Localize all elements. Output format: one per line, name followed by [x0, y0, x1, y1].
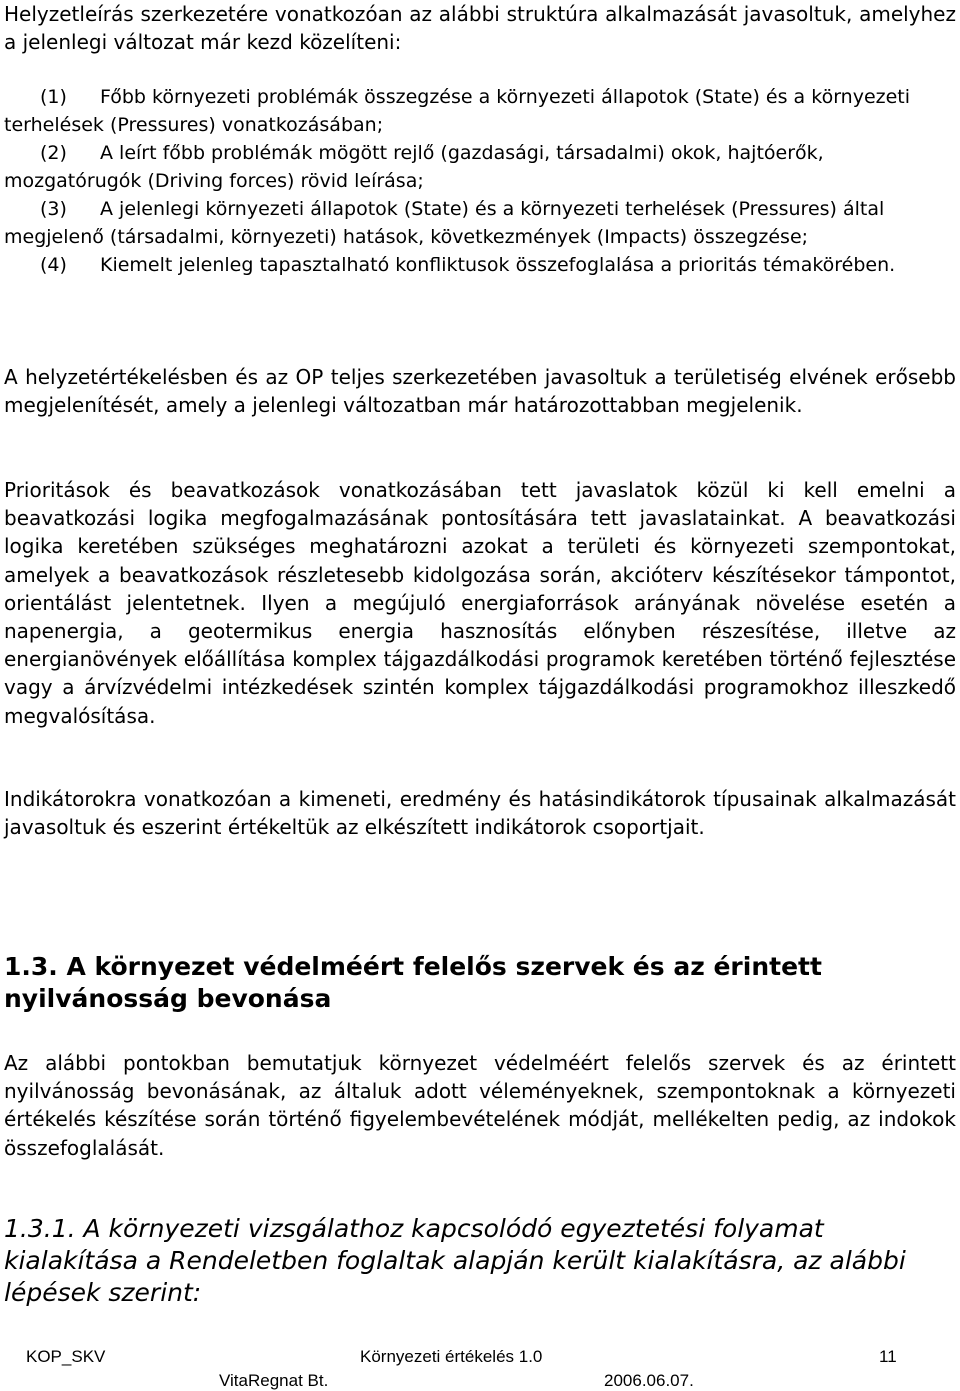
intro-paragraph: Helyzetleírás szerkezetére vonatkozóan az alábbi struktúra alkalmazását javasoltuk, amelyhez a jelenlegi változat már kezd közelíteni: [4, 2, 956, 55]
indicators-paragraph: Indikátorokra vonatkozóan a kimeneti, eredmény és hatásindikátorok típusainak alkalmazását javasoltuk és eszerint értékeltük az elkészített indikátorok csoportjait. [4, 787, 956, 840]
priorities-paragraph: Prioritások és beavatkozások vonatkozásában tett javaslatok közül ki kell emelni a beavatkozási logika megfogalmazásának pontosítására tett javaslatainkat. A beavatkozási logika keretében szükséges meghatározni azokat a területi és környezeti szempontokat, amelyek a beavatkozások részletesebb kidolgozása során, akcióterv készítésekor támpontot, orientálást jelentetnek. Ilyen a megújuló energiaforrások arányának növelése esetén a napenergia, a geotermikus energia hasznosítás előnyben részesítése, illetve az energianövények előállítása komplex tájgazdálkodási programok keretében történő fejlesztése vagy a árvízvédelmi intézkedések szintén komplex tájgazdálkodási programokhoz illeszkedő megvalósítása. [4, 478, 956, 728]
structure-list [4, 83, 956, 279]
footer-date: 2006.06.07. [604, 1371, 694, 1390]
footer-page-number: 11 [879, 1347, 897, 1366]
list-item-text: A leírt főbb problémák mögött rejlő (gazdasági, társadalmi) okok, hajtóerők, mozgatórugók (Driving forces) rövid leírása; [4, 142, 824, 192]
list-item-number: (2) [40, 142, 67, 164]
subsection-heading: 1.3.1. A környezeti vizsgálathoz kapcsolódó egyeztetési folyamat kialakítása a Rendeletben foglaltak alapján került kialakításra, az alábbi lépések szerint: [4, 1214, 906, 1307]
territoriality-paragraph: A helyzetértékelésben és az OP teljes szerkezetében javasoltuk a területiség elvének erősebb megjelenítését, amely a jelenlegi változatban már határozottabban megjelenik. [4, 365, 956, 418]
list-item-number: (1) [40, 86, 67, 108]
list-item [4, 195, 956, 251]
footer-company: VitaRegnat Bt. [219, 1371, 329, 1390]
consultation-paragraph: Az alábbi pontokban bemutatjuk környezet védelméért felelős szervek és az érintett nyilvánosság bevonásának, az általuk adott véleményeknek, szempontoknak a környezeti értékelés készítése során történő figyelembevételének módját, mellékelten pedig, az indokok összefoglalását. [4, 1051, 956, 1160]
list-item [4, 139, 956, 195]
list-item [4, 251, 956, 279]
list-item-text: A jelenlegi környezeti állapotok (State) és a környezeti terhelések (Pressures) által megjelenő (társadalmi, környezeti) hatások, következmények (Impacts) összegzése; [4, 198, 885, 248]
list-item-number: (3) [40, 198, 67, 220]
section-heading: 1.3. A környezet védelméért felelős szervek és az érintett nyilvánosság bevonása [4, 952, 822, 1013]
list-item-number: (4) [40, 254, 67, 276]
footer-document-code: KOP_SKV [26, 1347, 106, 1366]
list-item [4, 83, 956, 139]
list-item-text: Főbb környezeti problémák összegzése a környezeti állapotok (State) és a környezeti terhelések (Pressures) vonatkozásában; [4, 86, 911, 136]
footer-document-title: Környezeti értékelés 1.0 [360, 1347, 543, 1366]
list-item-text: Kiemelt jelenleg tapasztalható konfliktusok összefoglalása a prioritás témakörében. [100, 254, 896, 276]
